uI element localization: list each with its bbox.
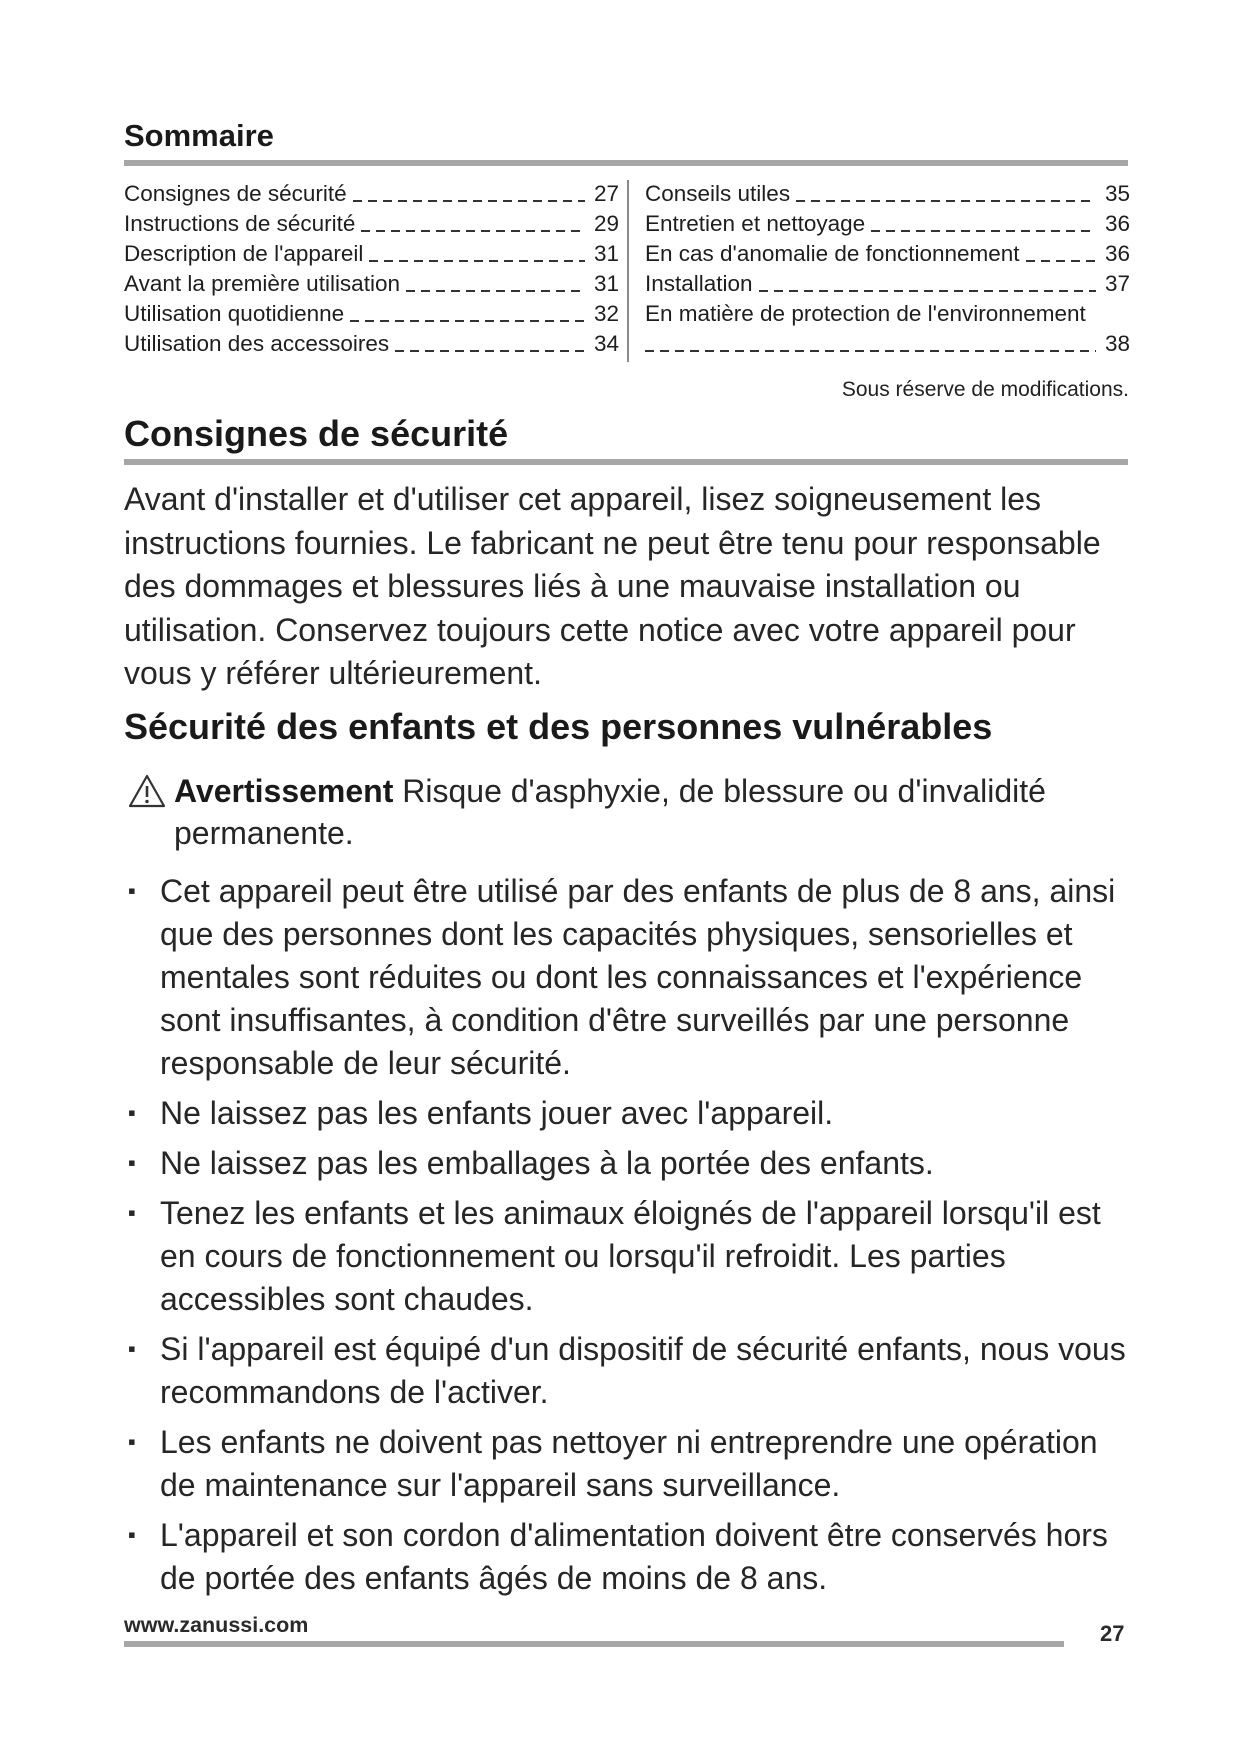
toc-entry-label: Consignes de sécurité xyxy=(124,181,347,206)
consignes-heading: Consignes de sécurité xyxy=(124,413,509,454)
toc-entry-label: Entretien et nettoyage xyxy=(645,211,866,236)
warning-triangle-icon xyxy=(128,774,166,808)
toc-entry[interactable] xyxy=(645,269,1130,299)
list-item xyxy=(124,1142,1134,1185)
toc-leader xyxy=(871,230,1096,232)
toc-entry[interactable] xyxy=(645,179,1130,209)
toc-column-divider xyxy=(627,180,629,362)
list-item xyxy=(124,1192,1134,1321)
bullet-text: Cet appareil peut être utilisé par des enfants de plus de 8 ans, ainsi que des personnes dont les capacités physiques, sensorielles et mentales sont réduites ou dont les connaissances et l'expérience sont insuffisantes, à condition d'être surveillés par une personne responsable de leur sécurité. xyxy=(160,873,1116,1081)
bullet-text: Les enfants ne doivent pas nettoyer ni entreprendre une opération de maintenance sur l'appareil sans surveillance. xyxy=(160,1424,1098,1503)
toc-entry[interactable] xyxy=(124,299,619,329)
toc-leader xyxy=(369,260,585,262)
toc-entry-label: En matière de protection de l'environnement xyxy=(645,301,1086,326)
warning-block xyxy=(124,770,1134,854)
toc-entry-page: 36 xyxy=(1104,241,1130,266)
toc-entry-continuation[interactable] xyxy=(645,329,1130,359)
toc-entry-page: 32 xyxy=(593,301,619,326)
toc-leader xyxy=(353,200,585,202)
toc-entry-label: En cas d'anomalie de fonctionnement xyxy=(645,241,1020,266)
toc-entry-label: Instructions de sécurité xyxy=(124,211,356,236)
toc-entry[interactable] xyxy=(124,209,619,239)
toc-left-column xyxy=(124,179,619,359)
toc-entry-page: 29 xyxy=(593,211,619,236)
enfants-heading: Sécurité des enfants et des personnes vulnérables xyxy=(124,706,993,747)
toc-entry[interactable] xyxy=(124,239,619,269)
bullet-text: Si l'appareil est équipé d'un dispositif de sécurité enfants, nous vous recommandons de l'activer. xyxy=(160,1331,1126,1410)
toc-entry-label: Utilisation des accessoires xyxy=(124,331,390,356)
list-item xyxy=(124,1421,1134,1507)
sommaire-rule xyxy=(124,160,1128,166)
footer-website: www.zanussi.com xyxy=(124,1613,309,1637)
modification-note: Sous réserve de modifications. xyxy=(841,378,1129,401)
bullet-text: Ne laissez pas les emballages à la portée des enfants. xyxy=(160,1145,934,1181)
toc-leader xyxy=(645,350,1096,352)
warning-message: Risque d'asphyxie, de blessure ou d'invalidité permanente. xyxy=(174,773,1046,851)
list-item xyxy=(124,1092,1134,1135)
warning-text xyxy=(174,770,1134,854)
toc-entry[interactable] xyxy=(645,209,1130,239)
toc-entry-label: Installation xyxy=(645,271,753,296)
toc-entry[interactable] xyxy=(645,299,1130,329)
toc-entry-label: Utilisation quotidienne xyxy=(124,301,345,326)
toc-leader xyxy=(350,320,585,322)
list-item xyxy=(124,870,1134,1085)
toc-entry-page: 38 xyxy=(1104,331,1130,356)
toc-entry-page: 36 xyxy=(1104,211,1130,236)
toc-entry-page: 37 xyxy=(1104,271,1130,296)
toc-leader xyxy=(361,230,585,232)
toc-leader xyxy=(406,290,585,292)
bullet-text: Ne laissez pas les enfants jouer avec l'appareil. xyxy=(160,1095,834,1131)
toc-entry-page: 31 xyxy=(593,241,619,266)
toc-right-column xyxy=(645,179,1130,359)
list-item xyxy=(124,1328,1134,1414)
footer-rule xyxy=(124,1641,1064,1647)
toc-entry-page: 35 xyxy=(1104,181,1130,206)
toc-leader xyxy=(759,290,1096,292)
toc-entry-label: Description de l'appareil xyxy=(124,241,364,266)
toc-entry-page: 27 xyxy=(593,181,619,206)
safety-bullet-list xyxy=(124,870,1134,1607)
toc-entry[interactable] xyxy=(124,179,619,209)
toc-entry[interactable] xyxy=(645,239,1130,269)
toc-entry[interactable] xyxy=(124,269,619,299)
bullet-text: L'appareil et son cordon d'alimentation doivent être conservés hors de portée des enfants âgés de moins de 8 ans. xyxy=(160,1517,1108,1596)
footer-page-number: 27 xyxy=(1100,1621,1125,1646)
toc-leader xyxy=(796,200,1096,202)
sommaire-heading: Sommaire xyxy=(124,118,274,153)
bullet-text: Tenez les enfants et les animaux éloignés de l'appareil lorsqu'il est en cours de fonctionnement ou lorsqu'il refroidit. Les parties accessibles sont chaudes. xyxy=(160,1195,1101,1317)
toc-leader xyxy=(395,350,585,352)
warning-label: Avertissement xyxy=(174,773,394,809)
toc-entry-page: 31 xyxy=(593,271,619,296)
toc-entry-label: Conseils utiles xyxy=(645,181,791,206)
toc-entry[interactable] xyxy=(124,329,619,359)
intro-paragraph: Avant d'installer et d'utiliser cet appareil, lisez soigneusement les instructions fournies. Le fabricant ne peut être tenu pour responsable des dommages et blessures liés à une mauvaise installation ou utilisation. Conservez toujours cette notice avec votre appareil pour vous y référer ultérieurement. xyxy=(124,481,1101,691)
consignes-rule xyxy=(124,459,1128,465)
toc-entry-label: Avant la première utilisation xyxy=(124,271,400,296)
list-item xyxy=(124,1514,1134,1600)
toc-leader xyxy=(1026,260,1096,262)
toc-entry-page: 34 xyxy=(593,331,619,356)
